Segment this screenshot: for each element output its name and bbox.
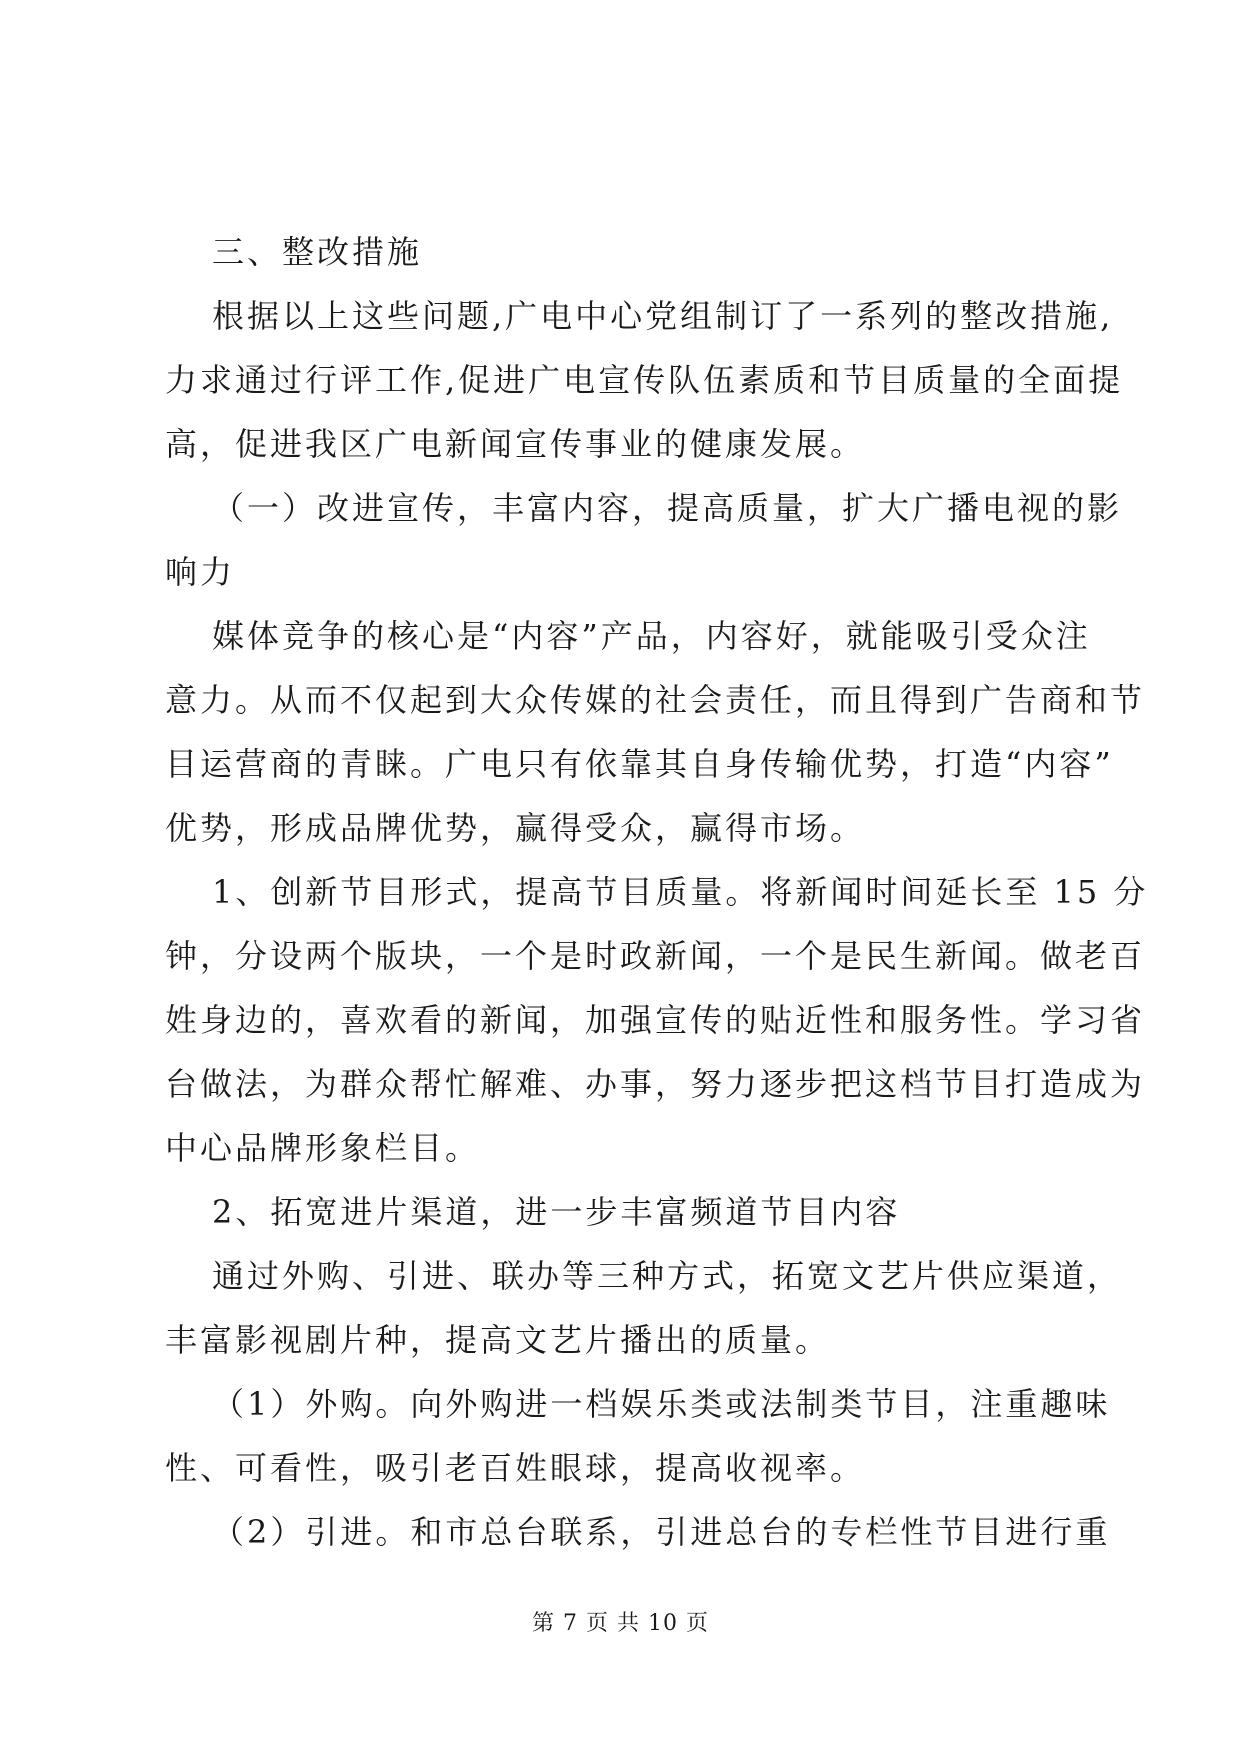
paragraph-line: 1、创新节目形式，提高节目质量。将新闻时间延长至 15 分 [212,873,1149,911]
paragraph-line: 意力。从而不仅起到大众传媒的社会责任，而且得到广告商和节 [165,681,1146,719]
paragraph-line: 目运营商的青睐。广电只有依靠其自身传输优势，打造“内容” [165,745,1114,783]
paragraph-line: 高，促进我区广电新闻宣传事业的健康发展。 [165,425,866,463]
section-heading: 三、整改措施 [212,233,423,271]
paragraph-line: 丰富影视剧片种，提高文艺片播出的质量。 [165,1321,831,1359]
subsection-heading: （一）改进宣传，丰富内容，提高质量，扩大广播电视的影 [212,489,1123,527]
paragraph-line: 中心品牌形象栏目。 [165,1129,481,1167]
paragraph-line: 优势，形成品牌优势，赢得受众，赢得市场。 [165,809,866,847]
paragraph-line: 性、可看性，吸引老百姓眼球，提高收视率。 [165,1449,866,1487]
paragraph-line: 通过外购、引进、联办等三种方式，拓宽文艺片供应渠道， [212,1257,1123,1295]
paragraph-line: 媒体竞争的核心是“内容”产品，内容好，就能吸引受众注 [212,617,1091,655]
paragraph-line: 姓身边的，喜欢看的新闻，加强宣传的贴近性和服务性。学习省 [165,1001,1146,1039]
subsection-heading-cont: 响力 [165,553,236,591]
paragraph-line: 2、拓宽进片渠道，进一步丰富频道节目内容 [212,1193,901,1231]
paragraph-line: （2）引进。和市总台联系，引进总台的专栏性节目进行重 [212,1513,1111,1551]
paragraph-line: （1）外购。向外购进一档娱乐类或法制类节目，注重趣味 [212,1385,1111,1423]
page-footer: 第 7 页 共 10 页 [532,1611,709,1636]
paragraph-line: 根据以上这些问题,广电中心党组制订了一系列的整改措施, [212,297,1114,335]
paragraph-line: 力求通过行评工作,促进广电宣传队伍素质和节目质量的全面提 [165,361,1124,399]
paragraph-line: 台做法，为群众帮忙解难、办事，努力逐步把这档节目打造成为 [165,1065,1146,1103]
paragraph-line: 钟，分设两个版块，一个是时政新闻，一个是民生新闻。做老百 [165,937,1146,975]
